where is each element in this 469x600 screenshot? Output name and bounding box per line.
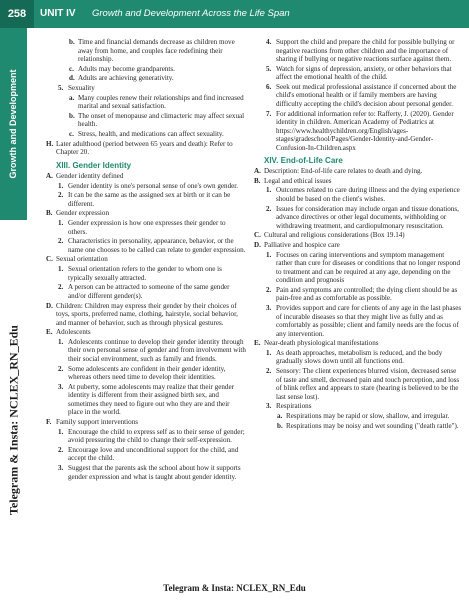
outline-marker: b.	[277, 421, 283, 430]
outline-marker: 1.	[266, 348, 272, 357]
outline-text: Adolescents continue to develop their gender identity through their own personal sense of gender and from involvement with their social environment, such as family and friends.	[68, 337, 246, 363]
outline-marker: c.	[69, 64, 74, 73]
outline-marker: 3.	[58, 464, 64, 472]
page-number: 258	[0, 0, 34, 28]
outline-item	[254, 349, 462, 366]
outline-text: Description: End-of-life care relates to death and dying.	[264, 167, 423, 176]
outline-marker: b.	[69, 111, 75, 120]
outline-item	[46, 338, 246, 364]
outline-marker: 1.	[58, 337, 64, 346]
outline-text: Sensory: The client experiences blurred vision, decreased sense of taste and smell, decreased pain and touch perception, and loss of blink reflex and appears to stare (hearing is believed to be the last sense lost).	[276, 367, 460, 401]
outline-marker: E.	[46, 328, 53, 337]
outline-item	[46, 74, 246, 83]
outline-text: Focuses on caring interventions and symptom management rather than cure for diseases or conditions that no longer respond to treatment and can be required at any age, depending on the condition and prognosis	[276, 250, 460, 285]
outline-marker: 1.	[266, 186, 272, 195]
outline-marker: 2.	[58, 445, 64, 454]
outline-item	[46, 65, 246, 74]
outline-item	[46, 172, 246, 181]
outline-marker: H.	[46, 139, 54, 148]
outline-marker: A.	[254, 167, 261, 176]
outline-text: Near-death physiological manifestations	[264, 339, 379, 348]
outline-marker: c.	[69, 130, 74, 139]
outline-text: Gender identity defined	[56, 171, 124, 180]
outline-marker: D.	[254, 241, 261, 249]
running-header	[0, 0, 469, 28]
outline-marker: C.	[46, 255, 53, 264]
outline-text: Some adolescents are confident in their gender identity, whereas others need time to develop their identities.	[68, 364, 226, 382]
column-left	[46, 38, 246, 482]
outline-text: Adolescents	[56, 328, 91, 337]
outline-item	[254, 251, 462, 285]
outline-text: Outcomes related to care during illness and the dying experience should be based on the client's wishes.	[276, 186, 460, 203]
outline-marker: E.	[254, 339, 261, 348]
side-tab-label: Growth and Development	[8, 69, 18, 179]
outline-item	[46, 365, 246, 382]
outline-item	[254, 177, 462, 186]
outline-item	[46, 182, 246, 191]
outline-item	[46, 464, 246, 481]
outline-item	[254, 167, 462, 176]
outline-item	[46, 237, 246, 254]
outline-text: The onset of menopause and climacteric may affect sexual health.	[78, 111, 245, 129]
section-heading: XIV. End-of-Life Care	[264, 156, 343, 166]
outline-item	[46, 219, 246, 236]
outline-text: Adults are achieving generativity.	[78, 74, 174, 83]
outline-item	[46, 209, 246, 218]
outline-text: A person can be attracted to someone of the same gender and/or different gender(s).	[68, 283, 230, 300]
outline-item	[254, 402, 462, 411]
outline-marker: 3.	[58, 382, 64, 391]
outline-marker: 1.	[58, 265, 64, 274]
outline-text: Cultural and religious considerations (Box 19.14)	[264, 231, 405, 240]
outline-marker: 2.	[58, 191, 64, 200]
outline-text: Gender expression is how one expresses their gender to others.	[68, 219, 226, 236]
outline-item	[254, 110, 462, 153]
outline-marker: 2.	[58, 237, 64, 246]
outline-marker: 2.	[266, 367, 272, 376]
outline-marker: 3.	[266, 304, 272, 313]
outline-item	[254, 186, 462, 203]
outline-marker: a.	[277, 412, 283, 420]
outline-marker: 5.	[58, 84, 64, 93]
outline-item	[46, 38, 246, 64]
outline-text: Pain and symptoms are controlled; the dying client should be as pain-free and as comfortable as possible.	[276, 285, 458, 303]
outline-text: Respirations may be rapid or slow, shallow, and irregular.	[286, 412, 450, 420]
column-right	[254, 38, 462, 431]
outline-text: Respirations	[276, 402, 312, 411]
outline-item	[254, 304, 462, 338]
outline-text: Issues for consideration may include organ and tissue donations, advance directives or other legal documents, withholding or withdrawing treatment, and cardiopulmonary resuscitation.	[276, 204, 459, 230]
outline-item	[254, 422, 462, 431]
watermark-vertical: Telegram & Insta: NCLEX_RN_Edu	[6, 325, 21, 515]
outline-text: Legal and ethical issues	[264, 176, 332, 185]
outline-item	[254, 412, 462, 421]
outline-item	[46, 383, 246, 417]
outline-marker: 1.	[58, 181, 64, 190]
outline-text: Provides support and care for clients of any age in the last phases of incurable diseases so that they might live as fully and as comfortably as possible; client and family needs are the focus of any intervention.	[276, 304, 462, 338]
outline-marker: 7.	[266, 109, 272, 118]
outline-item	[46, 428, 246, 445]
outline-item	[46, 94, 246, 111]
outline-text: Sexual orientation refers to the gender to whom one is typically sexually attracted.	[68, 265, 222, 282]
outline-marker: 5.	[266, 64, 272, 73]
outline-item	[254, 367, 462, 401]
outline-item	[254, 231, 462, 240]
outline-item	[46, 140, 246, 157]
outline-text: Later adulthood (period between 65 years and death): Refer to Chapter 20.	[56, 139, 233, 157]
outline-marker: d.	[69, 74, 75, 83]
outline-marker: F.	[46, 417, 52, 426]
outline-marker: 2.	[266, 204, 272, 213]
outline-item	[254, 286, 462, 303]
outline-item	[46, 418, 246, 427]
outline-item	[254, 339, 462, 348]
outline-text: Sexual orientation	[56, 255, 108, 264]
outline-text: Encourage love and unconditional support for the child, and accept the child.	[68, 445, 239, 463]
outline-marker: 2.	[266, 285, 272, 294]
outline-text: For additional information refer to: Rafferty, J. (2020). Gender identity in children. American Academy of Pediatrics at https://www.healthychildren.org/English/ages-stages/gradeschool/Pages/Gender-Identity-and-Gender-Confusion-In-Children.aspx	[276, 109, 454, 152]
section-heading: XIII. Gender Identity	[56, 160, 132, 170]
outline-text: Encourage the child to express self as to their sense of gender; avoid pressuring the child to change their self-expression.	[68, 427, 245, 445]
outline-marker: 2.	[58, 283, 64, 292]
outline-text: Suggest that the parents ask the school about how it supports gender expression and what is taught about gender identity.	[68, 464, 241, 481]
outline-text: Sexuality	[68, 84, 95, 93]
running-title: Growth and Development Across the Life Span	[92, 8, 290, 19]
outline-text: Support the child and prepare the child for possible bullying or negative reactions from other children and the importance of sharing if bullying or negative reactions surface against them.	[276, 38, 455, 63]
outline-marker: D.	[46, 301, 53, 310]
outline-item	[254, 241, 462, 250]
outline-item	[46, 302, 246, 328]
outline-marker: B.	[46, 209, 53, 218]
outline-text: Watch for signs of depression, anxiety, or other behaviors that affect the emotional health of the child.	[276, 64, 452, 82]
outline-item	[46, 446, 246, 463]
outline-text: Gender identity is one's personal sense of one's own gender.	[68, 181, 239, 190]
outline-item	[46, 265, 246, 282]
outline-marker: a.	[69, 93, 75, 102]
outline-item	[46, 283, 246, 300]
outline-text: Family support interventions	[56, 417, 138, 426]
outline-item	[46, 191, 246, 208]
outline-marker: 1.	[266, 250, 272, 259]
outline-text: Gender expression	[56, 209, 109, 218]
outline-item	[46, 328, 246, 337]
outline-item	[46, 112, 246, 129]
outline-text: It can be the same as the assigned sex at birth or it can be different.	[68, 191, 231, 208]
unit-label: UNIT IV	[40, 8, 76, 19]
outline-item	[254, 65, 462, 82]
side-tab	[0, 28, 27, 220]
outline-item	[46, 130, 246, 139]
outline-text: Many couples renew their relationships and find increased marital and sexual satisfaction.	[78, 93, 244, 111]
outline-text: Children: Children may express their gender by their choices of toys, sports, preferred name, clothing, hairstyle, social behavior, and manner of behavior, such as through physical gestures.	[56, 301, 238, 327]
outline-text: Respirations may be noisy and wet sounding ("death rattle").	[286, 421, 459, 430]
outline-item	[254, 38, 462, 64]
outline-item	[46, 255, 246, 264]
outline-text: Palliative and hospice care	[264, 241, 340, 249]
outline-item	[254, 205, 462, 231]
outline-marker: 4.	[266, 38, 272, 46]
outline-text: Characteristics in personality, appearance, behavior, or the name one chooses to be called can relate to gender expression.	[68, 237, 246, 254]
outline-marker: 2.	[58, 364, 64, 373]
outline-marker: 1.	[58, 219, 64, 228]
outline-text: At puberty, some adolescents may realize that their gender identity is different from their assigned birth sex, and sometimes they need to figure out who they are and their place in the world.	[68, 382, 234, 417]
outline-text: Stress, health, and medications can affect sexuality.	[78, 130, 224, 139]
outline-marker: 1.	[58, 427, 64, 436]
outline-marker: C.	[254, 231, 261, 240]
watermark-bottom: Telegram & Insta: NCLEX_RN_Edu	[163, 583, 306, 593]
outline-item	[254, 83, 462, 109]
outline-text: Time and financial demands decrease as children move away from home, and couples face redefining their relationship.	[78, 38, 235, 63]
outline-text: Seek out medical professional assistance if concerned about the child's emotional health or if family members are having difficulty accepting the child's decision about personal gender.	[276, 82, 457, 108]
outline-marker: 3.	[266, 402, 272, 411]
outline-text: As death approaches, metabolism is reduced, and the body gradually slows down until all functions end.	[276, 348, 443, 366]
outline-marker: A.	[46, 171, 53, 180]
outline-text: Adults may become grandparents.	[78, 64, 175, 73]
outline-marker: b.	[69, 38, 75, 46]
outline-marker: 6.	[266, 82, 272, 91]
outline-marker: B.	[254, 176, 261, 185]
outline-item	[46, 84, 246, 93]
